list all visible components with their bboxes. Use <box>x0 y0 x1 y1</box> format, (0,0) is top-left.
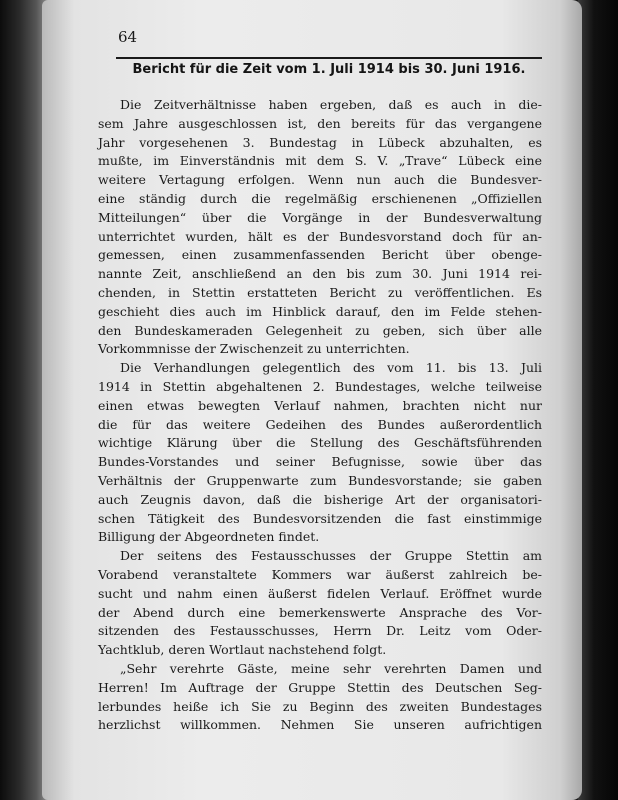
text-line: Der seitens des Festausschusses der Gruppe Stettin am <box>120 548 542 564</box>
text-line: Jahr vorgesehenen 3. Bundestag in Lübeck abzuhalten, es <box>98 134 542 150</box>
text-line: weitere Vertagung erfolgen. Wenn nun auch die Bundesver- <box>98 172 542 188</box>
paragraph <box>98 96 542 359</box>
section-heading: Bericht für die Zeit vom 1. Juli 1914 bis 30. Juni 1916. <box>132 62 526 77</box>
text-line: wichtige Klärung über die Stellung des Geschäftsführenden <box>98 435 542 451</box>
header-rule <box>116 57 542 59</box>
paragraph <box>98 660 542 735</box>
text-line: sitzenden des Festausschusses, Herrn Dr. Leitz vom Oder- <box>98 623 542 639</box>
body-text <box>98 96 542 735</box>
facing-page-edge <box>578 0 618 800</box>
text-line: Bundes-Vorstandes und seiner Befugnisse, sowie über das <box>98 454 542 470</box>
page-number: 64 <box>118 28 138 46</box>
text-line: schen Tätigkeit des Bundesvorsitzenden die fast einstimmige <box>98 510 542 526</box>
text-line: auch Zeugnis davon, daß die bisherige Art der organisatori- <box>98 491 542 507</box>
text-line: 1914 in Stettin abgehaltenen 2. Bundestages, welche teilweise <box>98 378 542 394</box>
text-line: der Abend durch eine bemerkenswerte Ansprache des Vor- <box>98 604 542 620</box>
text-line: Vorabend veranstaltete Kommers war äußerst zahlreich be- <box>98 566 542 582</box>
text-line: Mitteilungen“ über die Vorgänge in der Bundesverwaltung <box>98 209 542 225</box>
text-line: gemessen, einen zusammenfassenden Bericht über obenge- <box>98 247 542 263</box>
text-line: Die Zeitverhältnisse haben ergeben, daß es auch in die- <box>120 97 542 112</box>
text-line: eine ständig durch die regelmäßig erschienenen „Offiziellen <box>98 190 542 206</box>
text-line: Herren! Im Auftrage der Gruppe Stettin des Deutschen Seg- <box>98 679 542 695</box>
text-line: den Bundeskameraden Gelegenheit zu geben, sich über alle <box>98 322 542 338</box>
book-spine <box>0 0 48 800</box>
text-line: unterrichtet wurden, hält es der Bundesvorstand doch für an- <box>98 228 542 244</box>
paragraph <box>98 359 542 547</box>
text-line: nannte Zeit, anschließend an den bis zum 30. Juni 1914 rei- <box>98 266 542 282</box>
text-line: herzlichst willkommen. Nehmen Sie unseren aufrichtigen <box>98 717 542 733</box>
text-line: Verhältnis der Gruppenwarte zum Bundesvorstande; sie gaben <box>98 472 542 488</box>
text-line: „Sehr verehrte Gäste, meine sehr verehrten Damen und <box>120 660 542 676</box>
text-line: geschieht dies auch im Hinblick darauf, den im Felde stehen- <box>98 303 542 319</box>
text-line: einen etwas bewegten Verlauf nahmen, brachten nicht nur <box>98 397 542 413</box>
text-line: lerbundes heiße ich Sie zu Beginn des zweiten Bundestages <box>98 698 542 714</box>
text-line: mußte, im Einverständnis mit dem S. V. „Trave“ Lübeck eine <box>98 153 542 169</box>
paragraph <box>98 547 542 660</box>
text-line: Billigung der Abgeordneten findet. <box>98 529 320 545</box>
text-line: die für das weitere Gedeihen des Bundes außerordentlich <box>98 416 542 432</box>
text-line: chenden, in Stettin erstatteten Bericht zu veröffentlichen. Es <box>98 284 542 300</box>
text-line: Die Verhandlungen gelegentlich des vom 11. bis 13. Juli <box>120 360 542 376</box>
text-line: Yachtklub, deren Wortlaut nachstehend folgt. <box>98 642 387 658</box>
text-line: sucht und nahm einen äußerst fidelen Verlauf. Eröffnet wurde <box>98 585 542 601</box>
text-line: sem Jahre ausgeschlossen ist, den bereits für das vergangene <box>98 115 542 131</box>
text-line: Vorkommnisse der Zwischenzeit zu unterrichten. <box>98 341 410 357</box>
